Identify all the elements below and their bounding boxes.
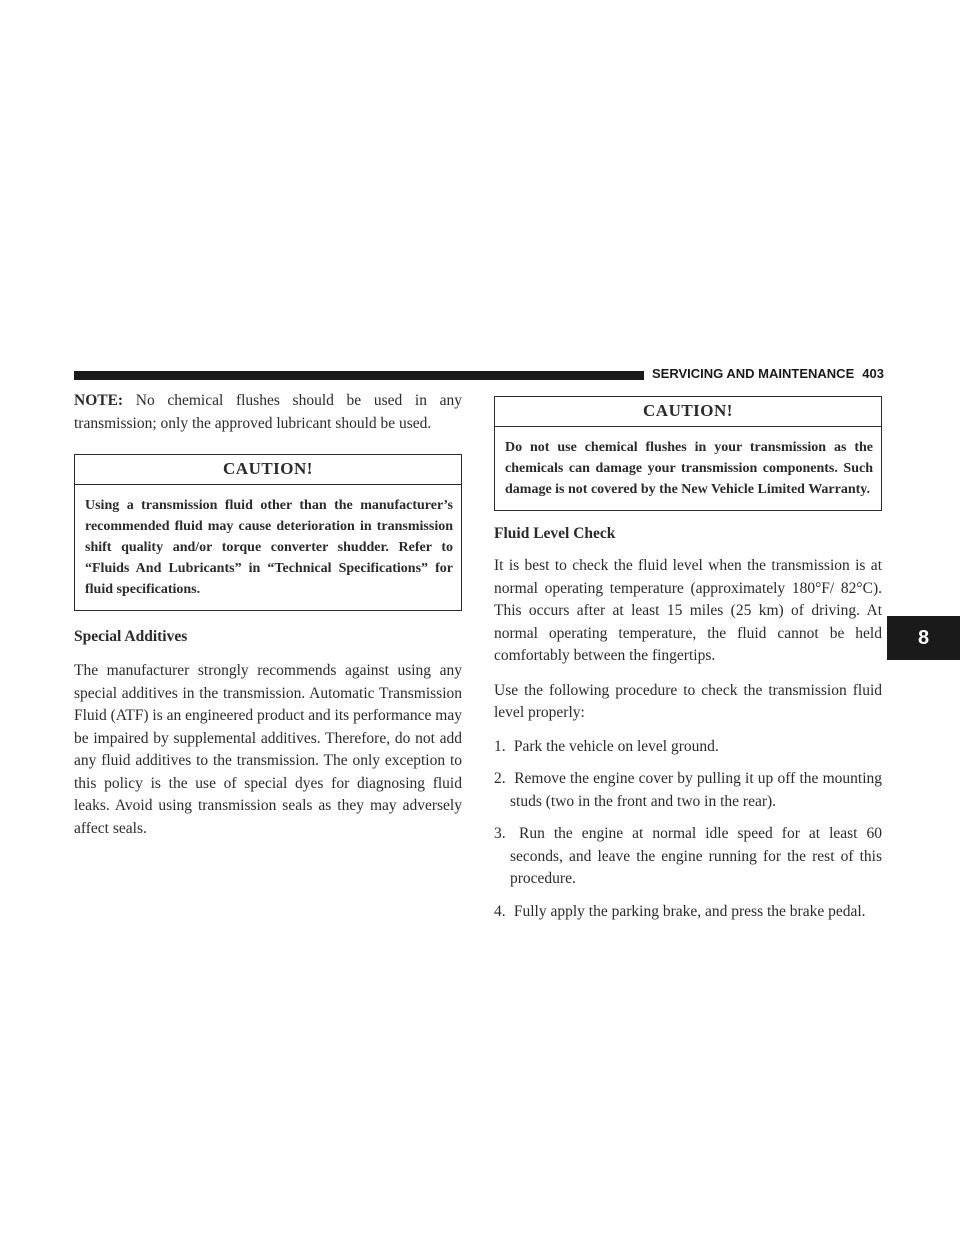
caution-body: Do not use chemical flushes in your transmission as the chemicals can damage your transmission components. Such damage is not covered by the New Vehicle Limited Warranty. [505, 440, 873, 497]
heading-special-additives: Special Additives [74, 628, 188, 645]
right-column [494, 390, 882, 933]
section-title: SERVICING AND MAINTENANCE [652, 366, 855, 381]
procedure-steps [494, 736, 882, 924]
caution-title: CAUTION! [75, 455, 461, 485]
note-paragraph [74, 390, 462, 435]
running-header [652, 366, 882, 381]
list-item [494, 823, 882, 891]
list-item [494, 736, 882, 759]
step-number: 1. [494, 737, 506, 755]
list-item [494, 768, 882, 813]
note-text: No chemical flushes should be used in any transmission; only the approved lubricant should be used. [74, 392, 462, 432]
step-number: 4. [494, 902, 506, 920]
chapter-tab: 8 [887, 616, 960, 660]
procedure-intro: Use the following procedure to check the transmission fluid level properly: [494, 681, 882, 721]
step-text: Fully apply the parking brake, and press the brake pedal. [513, 902, 866, 920]
caution-box-fluid [74, 454, 462, 611]
caution-title: CAUTION! [495, 397, 881, 427]
special-additives-paragraph: The manufacturer strongly recommends against using any special additives in the transmission. Automatic Transmission Fluid (ATF) is an engineered product and its performance may be impaired by supplemental additives. Therefore, do not add any fluid additives to the transmission. The only exception to this policy is the use of special dyes for diagnosing fluid leaks. Avoid using transmission seals as they may adversely affect seals. [74, 662, 462, 837]
step-number: 3. [494, 825, 506, 842]
header-rule [74, 371, 644, 380]
caution-box-flushes [494, 396, 882, 511]
page-number: 403 [862, 366, 884, 381]
caution-body: Using a transmission fluid other than the manufacturer’s recommended fluid may cause deterioration in transmission shift quality and/or torque converter shudder. Refer to “Fluids And Lubricants” in “Technical Specifications” for fluid specifications. [85, 498, 453, 597]
fluid-level-paragraph: It is best to check the fluid level when the transmission is at normal operating temperature (approximately 180°F/ 82°C). This occurs after at least 15 miles (25 km) of driving. At normal operating temperature, the fluid cannot be held comfortably between the fingertips. [494, 557, 882, 664]
step-number: 2. [494, 770, 506, 787]
step-text: Run the engine at normal idle speed for at least 60 seconds, and leave the engine running for the rest of this procedure. [510, 825, 882, 887]
note-label: NOTE: [74, 392, 124, 409]
step-text: Remove the engine cover by pulling it up off the mounting studs (two in the front and two in the rear). [510, 770, 882, 810]
heading-fluid-level-check: Fluid Level Check [494, 525, 616, 542]
step-text: Park the vehicle on level ground. [513, 737, 719, 755]
list-item [494, 901, 882, 924]
left-column [74, 390, 462, 840]
